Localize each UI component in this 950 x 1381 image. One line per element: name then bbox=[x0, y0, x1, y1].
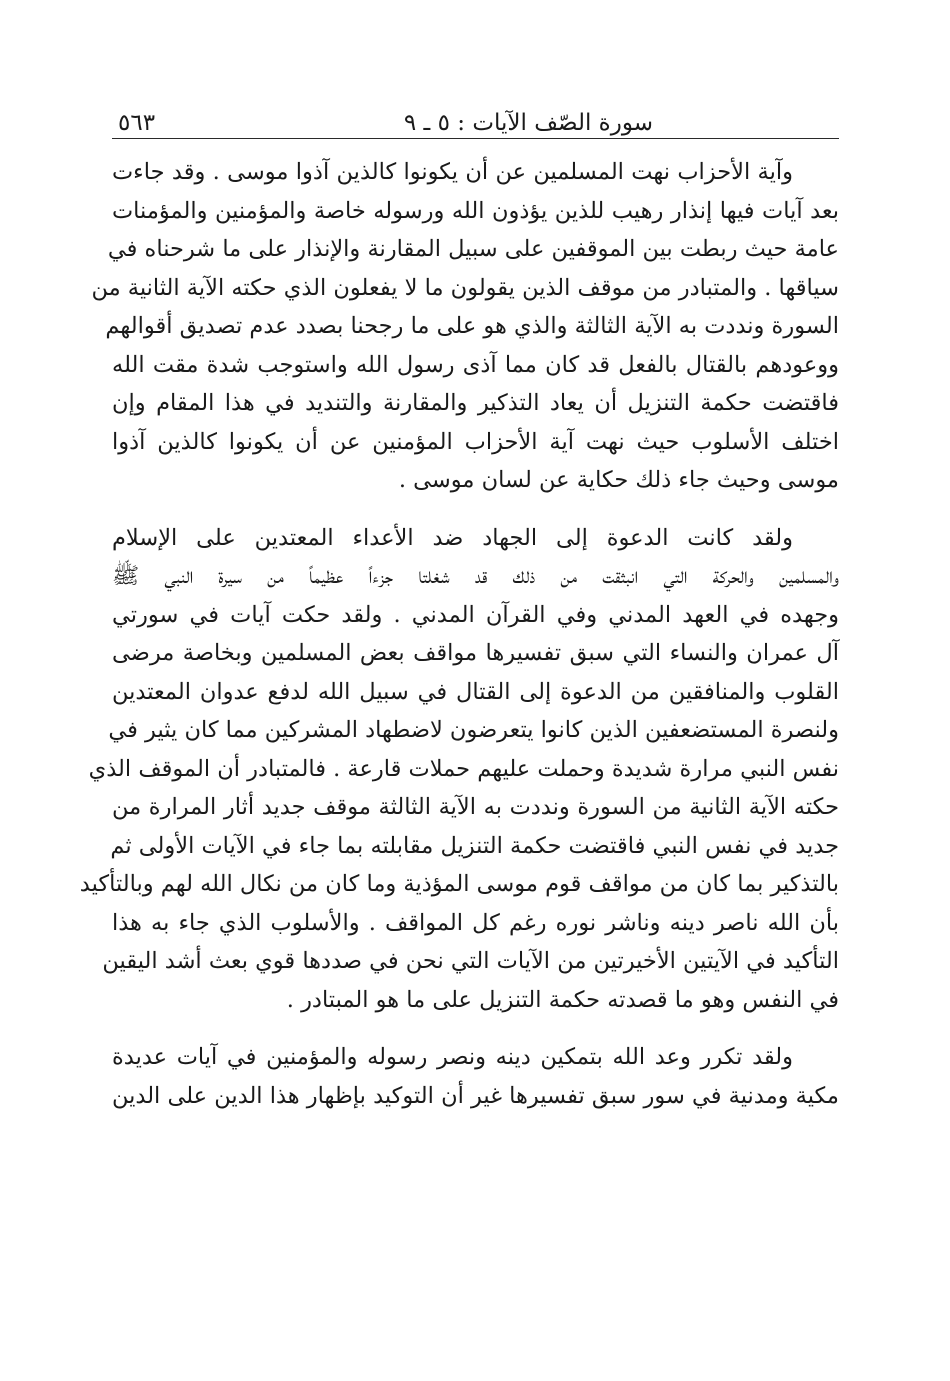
book-page bbox=[79, 100, 839, 1115]
text-line: مكية ومدنية في سور سبق تفسيرها غير أن التوكيد بإظهار هذا الدين على الدين bbox=[112, 1082, 839, 1109]
text-line: سياقها . والمتبادر من موقف الذين يقولون ما لا يفعلون الذي حكته الآية الثانية من bbox=[91, 274, 839, 301]
text-line: آل عمران والنساء التي سبق تفسيرها مواقف بعض المسلمين وبخاصة مرضى bbox=[112, 640, 839, 666]
text-line: ووعودهم بالقتال بالفعل قد كان مما آذى رسول الله واستوجب شدة مقت الله bbox=[112, 351, 839, 378]
text-line: عامة حيث ربطت بين الموقفين على سبيل المقارنة والإنذار على ما شرحناه في bbox=[107, 236, 839, 262]
page-number: ٥٦٣ bbox=[118, 110, 156, 136]
text-line: حكته الآية الثانية من السورة ونددت به الآية الثالثة موقف جديد أثار المرارة من bbox=[112, 794, 839, 820]
text-line: وآية الأحزاب نهت المسلمين عن أن يكونوا كالذين آذوا موسى . وقد جاءت bbox=[112, 159, 793, 185]
text-line: ولقد تكرر وعد الله بتمكين دينه ونصر رسوله والمؤمنين في آيات عديدة bbox=[112, 1044, 793, 1070]
text-line: فاقتضت حكمة التنزيل أن يعاد التذكير والمقارنة والتنديد في هذا المقام وإن bbox=[112, 390, 839, 416]
text-line: في النفس وهو ما قصدته حكمة التنزيل على ما هو المبتادر . bbox=[286, 986, 839, 1013]
text-line: نفس النبي مرارة شديدة وحملت عليهم حملات قارعة . فالمتبادر أن الموقف الذي bbox=[88, 755, 839, 782]
text-line: ولقد كانت الدعوة إلى الجهاد ضد الأعداء المعتدين على الإسلام bbox=[112, 524, 793, 551]
text-line: السورة ونددت به الآية الثالثة والذي هو على ما رجحنا بصدد عدم تصديق أقوالهم bbox=[105, 313, 839, 339]
text-line: والمسلمين والحركة التي انبثقت من ذلك قد شغلتا جزءاً عظيماً من سيرة النبي ﷺ bbox=[112, 563, 839, 589]
text-line: التأكيد في الآيتين الأخيرتين من الآيات التي نحن في صددها قوي بعث أشد اليقين bbox=[102, 948, 839, 974]
paragraph-3 bbox=[112, 1038, 839, 1115]
text-line: وجهده في العهد المدني وفي القرآن المدني . ولقد حكت آيات في سورتي bbox=[112, 601, 839, 628]
surah-title: سورة الصّف الآيات : ٥ ـ ٩ bbox=[403, 110, 653, 136]
text-line: موسى وحيث جاء ذلك حكاية عن لسان موسى . bbox=[398, 467, 839, 493]
text-line: القلوب والمنافقين من الدعوة إلى القتال في سبيل الله لدفع عدوان المعتدين bbox=[112, 678, 839, 705]
text-line: بأن الله ناصر دينه وناشر نوره رغم كل المواقف . والأسلوب الذي جاء به هذا bbox=[112, 909, 839, 936]
text-line: بعد آيات فيها إنذار رهيب للذين يؤذون الله ورسوله خاصة والمؤمنين والمؤمنات bbox=[112, 197, 839, 224]
text-line: بالتذكير بما كان من مواقف قوم موسى المؤذية وما كان من نكال الله لهم وبالتأكيد bbox=[79, 871, 839, 897]
paragraph-1 bbox=[91, 153, 839, 500]
text-line: ولنصرة المستضعفين الذين كانوا يتعرضون لاضطهاد المشركين مما كان يثير في bbox=[108, 717, 839, 743]
text-line: جديد في نفس النبي فاقتضت حكمة التنزيل مقابلته بما جاء في الآيات الأولى ثم bbox=[110, 832, 839, 859]
text-line: اختلف الأسلوب حيث نهت آية الأحزاب المؤمنين عن أن يكونوا كالذين آذوا bbox=[112, 428, 839, 455]
paragraph-2 bbox=[79, 519, 839, 1020]
page-body bbox=[79, 153, 839, 1115]
running-header bbox=[112, 100, 839, 139]
